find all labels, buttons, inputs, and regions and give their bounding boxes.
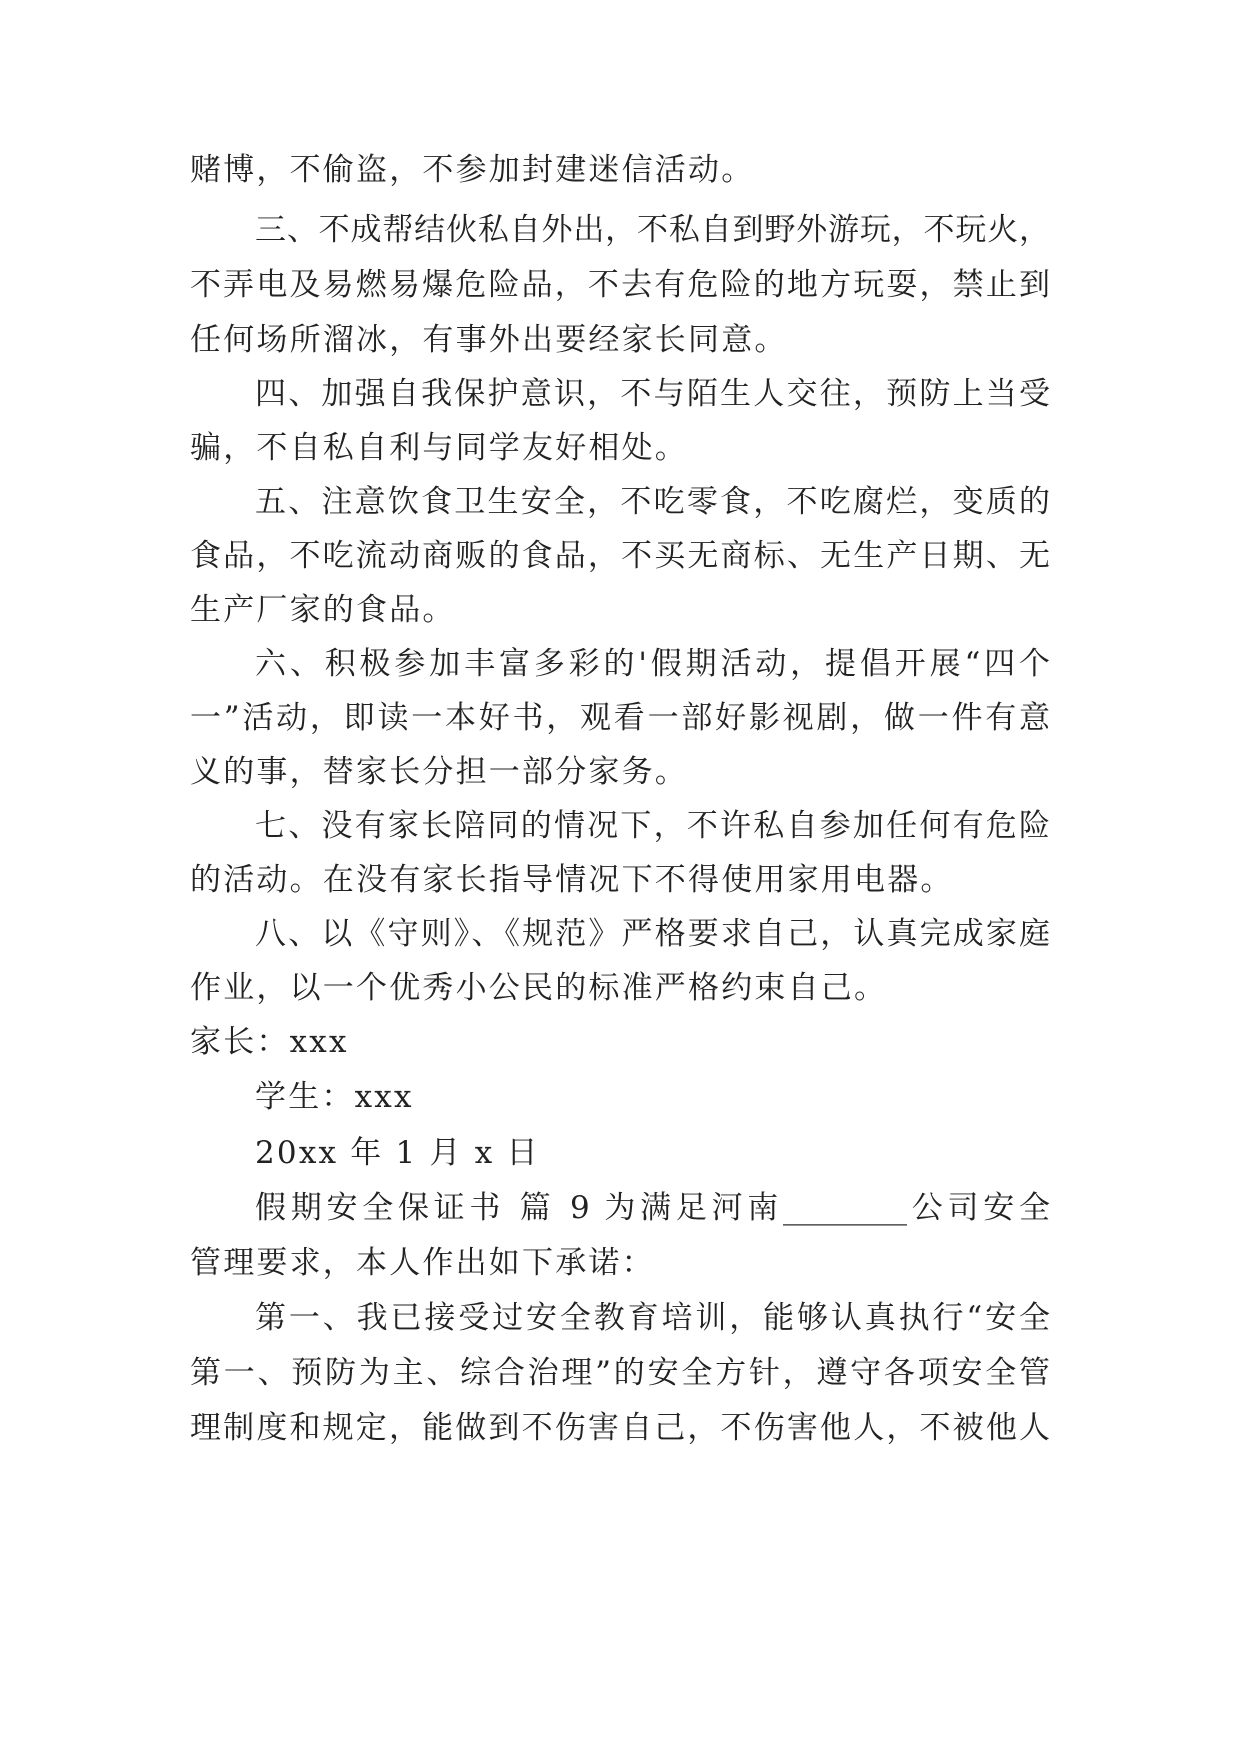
clause-three-line-1: 三、不成帮结伙私自外出，不私自到野外游玩，不玩火， xyxy=(255,212,1050,248)
clause-eight-line-1: 八、以《守则》、《规范》严格要求自己，认真完成家庭 xyxy=(255,916,1050,952)
clause-four-line-2: 骗，不自私自利与同学友好相处。 xyxy=(190,430,688,466)
clause-six-line-3: 义的事，替家长分担一部分家务。 xyxy=(190,754,688,790)
clause-five-line-1: 五、注意饮食卫生安全，不吃零食，不吃腐烂，变质的 xyxy=(255,484,1050,520)
parent-signature: 家长：xxx xyxy=(190,1024,349,1060)
clause-eight-line-2: 作业，以一个优秀小公民的标准严格约束自己。 xyxy=(190,970,888,1006)
date-line: 20xx 年 1 月 x 日 xyxy=(255,1135,540,1171)
first-commitment-line-2: 第一、预防为主、综合治理”的安全方针，遵守各项安全管 xyxy=(190,1355,1050,1391)
first-commitment-line-3: 理制度和规定，能做到不伤害自己，不伤害他人，不被他人 xyxy=(190,1410,1050,1446)
section-heading-line: 假期安全保证书 篇 9 为满足河南________公司安全 xyxy=(255,1190,1050,1226)
clause-six-line-2: 一”活动，即读一本好书，观看一部好影视剧，做一件有意 xyxy=(190,700,1050,736)
commitment-intro-line: 管理要求，本人作出如下承诺： xyxy=(190,1245,655,1281)
student-signature: 学生：xxx xyxy=(255,1079,414,1115)
clause-five-line-3: 生产厂家的食品。 xyxy=(190,592,456,628)
clause-seven-line-1: 七、没有家长陪同的情况下，不许私自参加任何有危险 xyxy=(255,808,1050,844)
text-line: 赌博，不偷盗，不参加封建迷信活动。 xyxy=(190,152,755,188)
clause-six-line-1: 六、积极参加丰富多彩的'假期活动，提倡开展“四个 xyxy=(255,646,1050,682)
clause-five-line-2: 食品，不吃流动商贩的食品，不买无商标、无生产日期、无 xyxy=(190,538,1050,574)
first-commitment-line-1: 第一、我已接受过安全教育培训，能够认真执行“安全 xyxy=(255,1300,1050,1336)
clause-seven-line-2: 的活动。在没有家长指导情况下不得使用家用电器。 xyxy=(190,862,954,898)
clause-three-line-3: 任何场所溜冰，有事外出要经家长同意。 xyxy=(190,322,788,358)
clause-three-line-2: 不弄电及易燃易爆危险品，不去有危险的地方玩耍，禁止到 xyxy=(190,267,1050,303)
clause-four-line-1: 四、加强自我保护意识，不与陌生人交往，预防上当受 xyxy=(255,376,1050,412)
